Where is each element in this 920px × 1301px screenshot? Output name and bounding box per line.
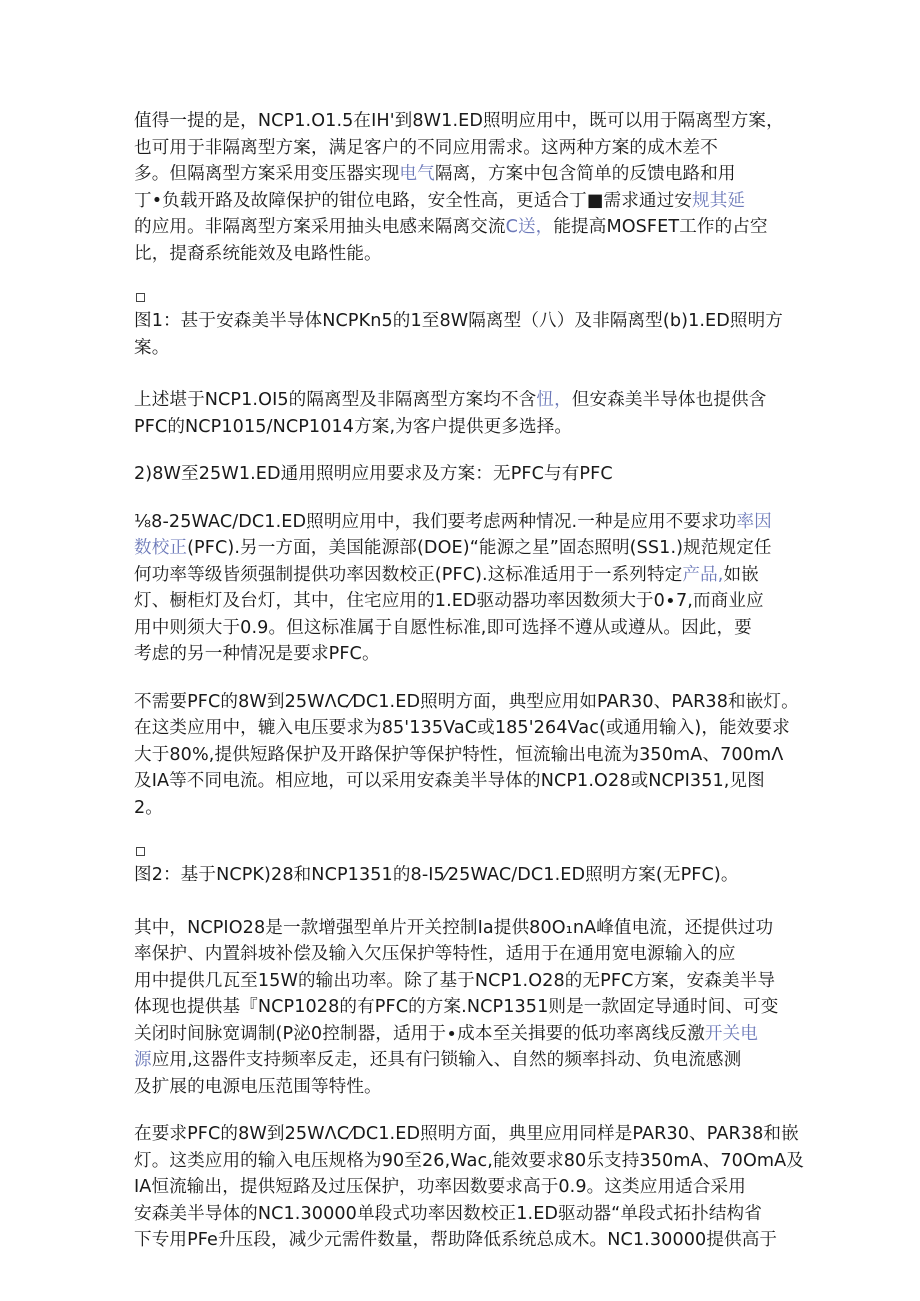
text-line bbox=[134, 1148, 804, 1175]
paragraph-pfc-options bbox=[134, 387, 784, 440]
text-run: 2。 bbox=[134, 797, 163, 818]
text-run: 隔离，方案中包含简单的反馈电路和用 bbox=[434, 164, 736, 184]
figure-1-caption bbox=[134, 308, 784, 361]
text-line bbox=[134, 941, 784, 968]
text-line bbox=[134, 135, 784, 162]
inline-link[interactable]: 规其延 bbox=[692, 190, 746, 211]
text-line bbox=[134, 862, 784, 889]
text-run: 在要求PFC的8W到25WΛC⁄DC1.ED照明方面，典里应用同样是PAR30、PAR38和嵌 bbox=[134, 1124, 799, 1144]
text-run: 及扩展的电源电压范围等特性。 bbox=[134, 1076, 382, 1097]
section-heading-8w-25w bbox=[134, 461, 784, 488]
text-line bbox=[134, 742, 784, 769]
text-run: 在这类应用中，辘入电压要求为85'135VaC或185'264Vac(或通用输入)，能效要求 bbox=[134, 718, 790, 738]
text-run: 的应用。非隔离型方案采用抽头电感来隔离交流 bbox=[134, 217, 506, 237]
text-run: 图2：基于NCPK)28和NCP1351的8-I5⁄25WAC/DC1.ED照明方案(无PFC)。 bbox=[134, 865, 739, 885]
text-run: 用中则须大于0.9。但这标准属于自愿性标准,即可选择不遵从或遵从。因此，要 bbox=[134, 617, 752, 638]
text-run: 灯、橱柜灯及台灯，其中，住宅应用的1.ED驱动器功率因数须大于0∙7,而商业应 bbox=[134, 591, 764, 611]
text-line bbox=[134, 308, 784, 335]
text-line bbox=[134, 535, 784, 562]
text-run: 不需要PFC的8W到25WΛC⁄DC1.ED照明方面，典型应用如PAR30、PAR38和嵌灯。 bbox=[134, 691, 799, 712]
text-line bbox=[134, 968, 784, 995]
text-run: 安森美半导体的NC1.30000单段式功率因数校正1.ED驱动器“单段式拓扑结构省 bbox=[134, 1203, 762, 1224]
text-run: 及IA等不同电流。相应地，可以采用安森美半导体的NCP1.O28或NCPI351,见图 bbox=[134, 771, 765, 791]
text-run: 比，提裔系统能效及电路性能。 bbox=[134, 243, 382, 264]
text-run: 也可用于非隔离型方案，满足客户的不同应用需求。这两种方案的成木差不 bbox=[134, 137, 718, 158]
inline-link[interactable]: 开关电 bbox=[704, 1023, 758, 1044]
inline-link[interactable]: 产品, bbox=[682, 564, 724, 585]
text-line bbox=[134, 414, 784, 441]
text-run: IA恒流输出，提供短路及过压保护，功率因数要求高于0.9。这类应用适合采用 bbox=[134, 1177, 746, 1197]
text-run: 2)8W至25W1.ED通用照明应用要求及方案：无PFC与有PFC bbox=[134, 464, 613, 484]
text-line bbox=[134, 795, 784, 822]
text-line bbox=[134, 562, 784, 589]
text-run: 考虑的另一种情况是要求PFC。 bbox=[134, 644, 380, 664]
text-run: 大于80%,提供短路保护及开路保护等保护特性，恒流输出电流为350mA、700mΛ bbox=[134, 744, 784, 765]
paragraph-pfc-applications bbox=[134, 1121, 804, 1254]
text-run: 用中提供几瓦至15W的输出功率。除了基于NCP1.O28的无PFC方案，安森美半导 bbox=[134, 970, 776, 991]
text-line bbox=[134, 915, 784, 942]
text-run: 值得一提的是，NCP1.O1.5在IH'到8W1.ED照明应用中，既可以用于隔离型方案， bbox=[134, 111, 784, 131]
paragraph-isolation-options bbox=[134, 108, 784, 267]
text-run: 下专用PFe升压段，减少元需件数量，帮助降低系统总成木。NC1.30000提供高于 bbox=[134, 1230, 778, 1250]
text-line bbox=[134, 241, 784, 268]
text-line bbox=[134, 615, 784, 642]
text-line bbox=[134, 161, 784, 188]
text-line bbox=[134, 768, 784, 795]
text-run: 灯。这类应用的输入电压规格为90至26,Wac,能效要求80乐支持350mA、70OmA及 bbox=[134, 1150, 804, 1171]
inline-link[interactable]: C送， bbox=[505, 217, 554, 237]
text-run: 率保护、内置斜坡补偿及输入欠压保护等特性，适用于在通用宽电源输入的应 bbox=[134, 944, 736, 964]
paragraph-ncp1028-details bbox=[134, 915, 784, 1101]
text-run: 体现也提供基『NCP1028的有PFC的方案.NCP1351则是一款固定导通时间、可变 bbox=[134, 997, 779, 1017]
text-run: 丁•负载开路及故障保护的钳位电路，安全性高，更适合丁■需求通过安 bbox=[134, 190, 693, 211]
text-run: 案。 bbox=[134, 337, 170, 358]
text-line bbox=[134, 994, 784, 1021]
text-run: 多。但隔离型方案采用变压器实现 bbox=[134, 164, 400, 184]
inline-link[interactable]: 源 bbox=[134, 1050, 152, 1070]
text-line bbox=[134, 1227, 784, 1254]
text-line bbox=[134, 641, 784, 668]
document-page bbox=[134, 108, 804, 1254]
text-line bbox=[134, 588, 784, 615]
text-line bbox=[134, 108, 784, 135]
text-run: 其中，NCPIO28是一款增强型单片开关控制Ia提供80O₁nA峰值电流，还提供过功 bbox=[134, 917, 774, 938]
text-run: 上述堪于NCP1.OI5的隔离型及非隔离型方案均不含 bbox=[134, 390, 537, 410]
text-line bbox=[134, 1047, 784, 1074]
figure-2-caption bbox=[134, 862, 784, 889]
text-run: 应用,这器件支持频率反走，还具有闩锁输入、自然的频率抖动、负电流感测 bbox=[151, 1050, 742, 1070]
text-run: 如嵌 bbox=[723, 564, 759, 585]
text-line bbox=[134, 214, 784, 241]
inline-link[interactable]: 忸， bbox=[536, 390, 572, 410]
inline-link[interactable]: 率因 bbox=[736, 511, 772, 532]
text-run: 图1：甚于安森美半导体NCPKn5的1至8W隔离型（八）及非隔离型(b)1.ED照明方 bbox=[134, 311, 783, 331]
text-run: ⅛8-25WAC/DC1.ED照明应用中，我们要考虑两种情况.一种是应用不要求功 bbox=[134, 511, 737, 532]
paragraph-no-pfc-applications bbox=[134, 689, 799, 822]
text-line bbox=[134, 1174, 784, 1201]
paragraph-pfc-requirements bbox=[134, 509, 784, 668]
inline-link[interactable]: 电气 bbox=[399, 164, 435, 184]
text-line bbox=[134, 461, 784, 488]
text-line bbox=[134, 715, 790, 742]
text-run: 能提高MOSFET工作的占空 bbox=[553, 217, 768, 237]
text-run: (PFC).另一方面，美国能源部(DOE)“能源之星”固态照明(SS1.)规范规定任 bbox=[187, 538, 772, 558]
text-line bbox=[134, 1074, 784, 1101]
text-run: 何功率等级皆须强制提供功率因数校正(PFC).这标准适用于一系列特定 bbox=[134, 564, 683, 585]
text-run: 但安森美半导体也提供含 bbox=[571, 390, 767, 410]
text-line bbox=[134, 335, 784, 362]
text-line bbox=[134, 1121, 799, 1148]
text-run: 关闭时间脉宽调制(P泌0控制器，适用于∙成本至关揖要的低功率离线反激 bbox=[134, 1023, 705, 1044]
text-line bbox=[134, 509, 784, 536]
text-line bbox=[134, 1201, 784, 1228]
text-line bbox=[134, 689, 799, 716]
text-line bbox=[134, 188, 784, 215]
text-line bbox=[134, 387, 784, 414]
inline-link[interactable]: 数校正 bbox=[134, 538, 188, 558]
figure-1-image-placeholder bbox=[136, 293, 145, 302]
text-line bbox=[134, 1021, 784, 1048]
figure-2-image-placeholder bbox=[136, 847, 145, 856]
text-run: PFC的NCP1015/NCP1014方案,为客户提供更多选择。 bbox=[134, 416, 573, 437]
